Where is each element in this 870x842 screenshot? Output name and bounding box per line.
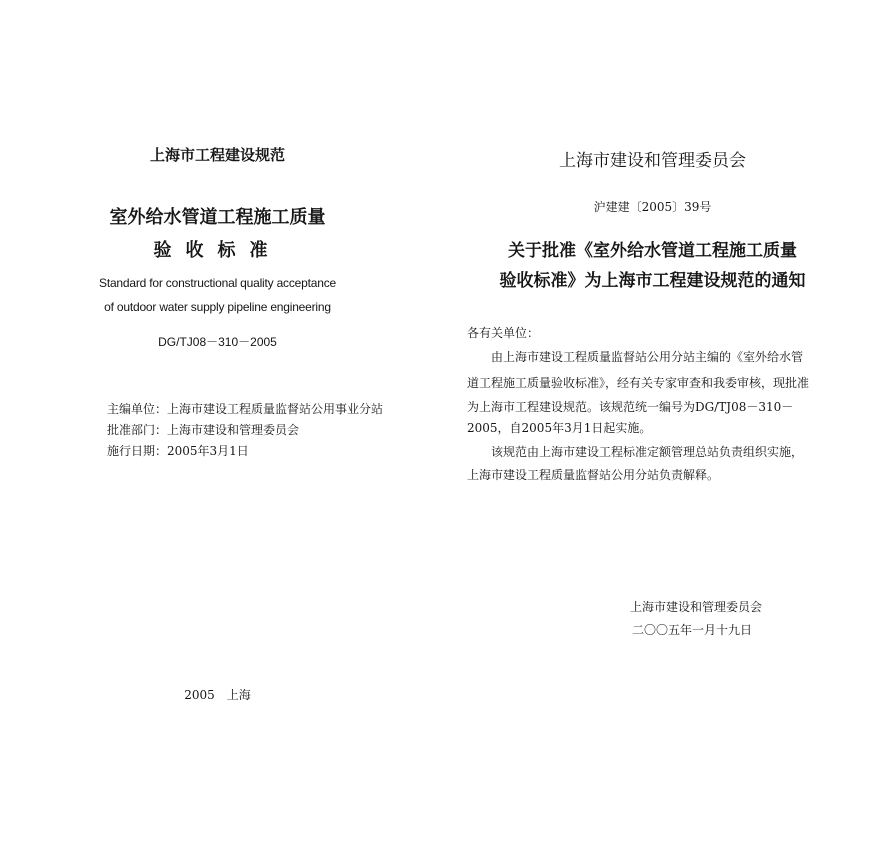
signature-date: 二〇〇五年一月十九日	[632, 623, 753, 637]
body-line: 该规范由上海市建设工程标准定额管理总站负责组织实施，	[467, 445, 804, 459]
body-line: 道工程施工质量验收标准》，经有关专家审查和我委审核，现批准	[467, 376, 810, 390]
document-number: 沪建建〔2005〕39号	[593, 200, 712, 214]
english-title-line-2: of outdoor water supply pipeline engineering	[104, 300, 331, 314]
notice-heading-line-2: 验收标准》为上海市工程建设规范的通知	[499, 271, 806, 291]
standard-series-label: 上海市工程建设规范	[149, 146, 285, 164]
issuing-authority: 上海市建设和管理委员会	[559, 151, 746, 171]
english-title-line-1: Standard for constructional quality acceptance	[99, 276, 336, 290]
effective-date: 施行日期：2005年3月1日	[107, 444, 249, 458]
body-line: 为上海市工程建设规范。该规范统一编号为DG/TJ08－310－	[467, 400, 794, 414]
salutation: 各有关单位：	[467, 326, 540, 340]
signature-authority: 上海市建设和管理委员会	[630, 600, 763, 614]
editor-unit: 主编单位：上海市建设工程质量监督站公用事业分站	[107, 402, 384, 416]
publication-footer: 2005 上海	[184, 688, 251, 702]
notice-heading-line-1: 关于批准《室外给水管道工程施工质量	[508, 241, 797, 261]
standard-code: DG/TJ08－310－2005	[158, 335, 277, 349]
approval-department: 批准部门：上海市建设和管理委员会	[107, 423, 300, 437]
body-line: 由上海市建设工程质量监督站公用分站主编的《室外给水管	[467, 350, 804, 364]
body-line: 2005，自2005年3月1日起实施。	[467, 421, 652, 435]
body-line: 上海市建设工程质量监督站公用分站负责解释。	[467, 468, 720, 482]
right-page	[435, 0, 870, 842]
standard-title-line-2: 验收标准	[153, 240, 282, 261]
standard-title-line-1: 室外给水管道工程施工质量	[109, 207, 326, 228]
